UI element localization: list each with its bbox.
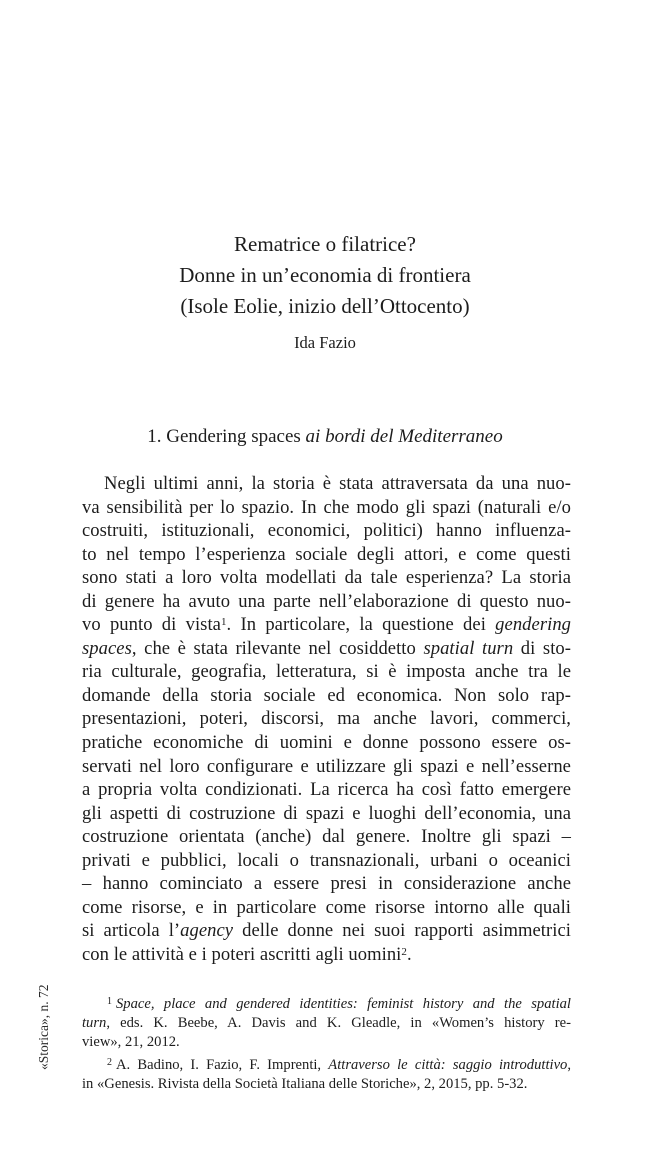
text-run: . In particolare, la questione dei <box>226 614 496 636</box>
footnote-1 <box>82 992 571 1014</box>
text-run: delle donne nei suoi rapporti asimmetrici <box>233 920 571 942</box>
title-line-1: Rematrice o filatrice? <box>234 232 416 256</box>
footnote-ref-1[interactable]: 1 <box>220 616 227 629</box>
footnote-2 <box>82 1053 571 1075</box>
article-title <box>0 229 650 322</box>
footnote-line: in «Genesis. Rivista della Società Italiana delle Storiche», 2, 2015, pp. 5-32. <box>82 1075 528 1092</box>
italic-title: Attraverso le città: saggio introduttivo <box>328 1056 568 1073</box>
body-line: va sensibilità per lo spazio. In che modo gli spazi (naturali e/o <box>82 496 571 518</box>
section-number: 1. <box>147 426 162 447</box>
section-heading-plain: Gendering spaces <box>166 426 301 447</box>
body-line: a propria volta condizionati. La ricerca ha così fatto emergere <box>82 779 571 801</box>
title-line-2: Donne in un’economia di frontiera <box>179 263 471 287</box>
body-line: presentazioni, poteri, discorsi, ma anche lavori, commerci, <box>82 708 571 730</box>
body-line <box>82 943 571 967</box>
text-run: si articola l’ <box>82 920 181 942</box>
body-line: costruiti, istituzionali, economici, politici) hanno influenza- <box>82 520 571 542</box>
text-run: con le attività e i poteri ascritti agli uomini <box>82 943 402 965</box>
text-run: A. Badino, I. Fazio, F. Imprenti, <box>116 1056 329 1073</box>
section-heading <box>0 426 650 448</box>
body-line <box>82 919 571 943</box>
body-line: di genere ha avuto una parte nell’elaborazione di questo nuo- <box>82 590 571 612</box>
text-run: di sto- <box>513 637 572 659</box>
running-head: «Storica», n. 72 <box>36 984 51 1070</box>
text-run: vo punto di vista <box>82 614 221 636</box>
italic-title: Space, place and gendered identities: feminist history and the spatial <box>116 996 571 1012</box>
section-heading-italic: ai bordi del Mediterraneo <box>305 426 503 447</box>
body-line: to nel tempo l’esperienza sociale degli attori, e come questi <box>82 543 571 565</box>
italic-title: turn <box>82 1015 107 1032</box>
body-paragraph <box>82 472 571 966</box>
italic-term: spatial turn <box>423 637 514 659</box>
body-line: gli aspetti di costruzione di spazi e luoghi dell’economia, una <box>82 802 571 824</box>
body-line <box>82 637 571 661</box>
footnotes <box>82 992 571 1094</box>
body-line: domande della storia sociale ed economica. Non solo rap- <box>82 684 571 706</box>
title-line-3: (Isole Eolie, inizio dell’Ottocento) <box>180 294 470 318</box>
body-line: ria culturale, geografia, letteratura, si è imposta anche tra le <box>82 661 571 683</box>
text-run: . <box>406 943 412 965</box>
body-line: costruzione orientata (anche) dal genere. Inoltre gli spazi – <box>82 826 571 848</box>
italic-term: spaces <box>82 637 132 659</box>
body-line <box>82 613 571 637</box>
body-line: – hanno cominciato a essere presi in considerazione anche <box>82 873 571 895</box>
italic-term: agency <box>180 920 234 942</box>
footnote-ref-2[interactable]: 2 <box>401 945 407 958</box>
text-run: , che è stata rilevante nel cosiddetto <box>131 637 424 659</box>
author-name: Ida Fazio <box>294 333 356 352</box>
body-line: servati nel loro configurare e utilizzare gli spazi e nell’esserne <box>82 755 571 777</box>
text-run: , eds. K. Beebe, A. Davis and K. Gleadle, in «Women’s history re- <box>106 1015 571 1032</box>
text-run: , <box>567 1056 571 1073</box>
body-line: come risorse, e in particolare come risorse intorno alle quali <box>82 896 571 918</box>
body-line: Negli ultimi anni, la storia è stata attraversata da una nuo- <box>104 473 571 494</box>
body-line: pratiche economiche di uomini e donne possono essere os- <box>82 732 571 754</box>
footnote-line <box>82 1014 571 1033</box>
body-line: sono stati a loro volta modellati da tale esperienza? La storia <box>82 567 571 589</box>
italic-term: gendering <box>495 614 572 636</box>
footnote-number: 2 <box>107 1056 112 1068</box>
body-line: privati e pubblici, locali o transnazionali, urbani o oceanici <box>82 849 571 871</box>
footnote-line: view», 21, 2012. <box>82 1034 180 1051</box>
footnote-number: 1 <box>107 996 112 1007</box>
